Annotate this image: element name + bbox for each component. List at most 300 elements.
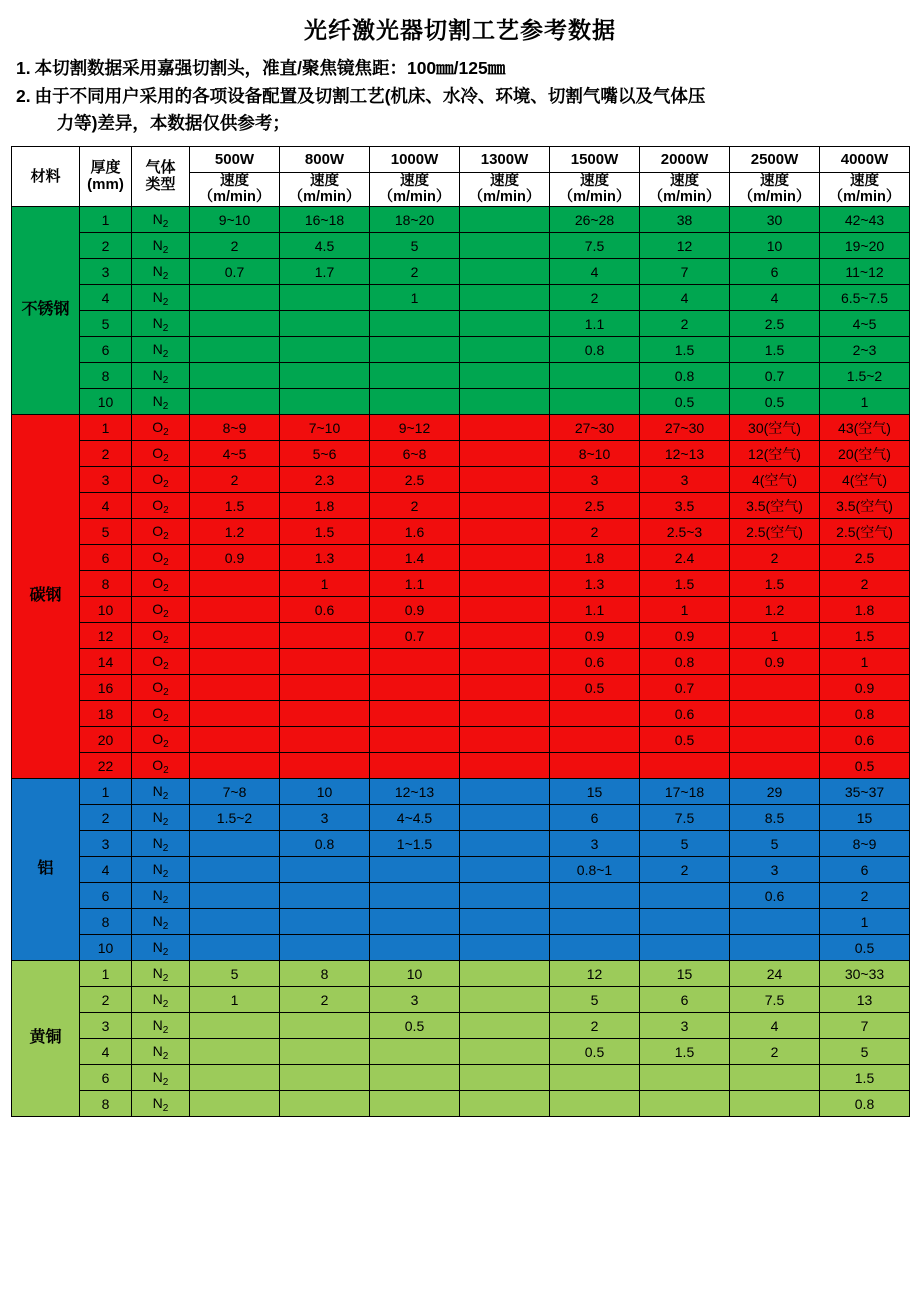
speed-cell-4000w: 0.8 — [820, 1091, 910, 1117]
material-name-cell: 碳钢 — [12, 415, 80, 779]
speed-cell-800w: 1.7 — [280, 259, 370, 285]
speed-cell-2000w: 0.6 — [640, 701, 730, 727]
speed-cell-800w — [280, 311, 370, 337]
table-row — [12, 363, 910, 389]
table-row — [12, 779, 910, 805]
speed-cell-800w — [280, 623, 370, 649]
speed-cell-2500w: 4 — [730, 285, 820, 311]
speed-cell-4000w: 2~3 — [820, 337, 910, 363]
speed-cell-1500w — [550, 1091, 640, 1117]
thickness-cell: 8 — [80, 571, 132, 597]
speed-cell-1500w: 2 — [550, 519, 640, 545]
speed-cell-500w — [190, 571, 280, 597]
speed-cell-1000w: 1.1 — [370, 571, 460, 597]
speed-unit: （m/min） — [288, 189, 361, 206]
table-row — [12, 649, 910, 675]
speed-cell-4000w: 8~9 — [820, 831, 910, 857]
speed-cell-500w — [190, 701, 280, 727]
speed-cell-1500w: 8~10 — [550, 441, 640, 467]
speed-cell-1300w — [460, 311, 550, 337]
speed-cell-1000w — [370, 935, 460, 961]
speed-cell-1500w — [550, 1065, 640, 1091]
speed-cell-500w: 7~8 — [190, 779, 280, 805]
thickness-cell: 5 — [80, 519, 132, 545]
speed-cell-1300w — [460, 935, 550, 961]
speed-cell-500w — [190, 1065, 280, 1091]
thickness-cell: 8 — [80, 363, 132, 389]
speed-cell-500w: 1.5 — [190, 493, 280, 519]
table-row — [12, 519, 910, 545]
speed-cell-4000w: 1.5~2 — [820, 363, 910, 389]
speed-cell-500w — [190, 831, 280, 857]
speed-cell-1300w — [460, 597, 550, 623]
speed-cell-1000w — [370, 857, 460, 883]
speed-cell-1000w: 2 — [370, 259, 460, 285]
speed-cell-4000w: 2 — [820, 883, 910, 909]
speed-cell-1300w — [460, 363, 550, 389]
thickness-cell: 1 — [80, 961, 132, 987]
speed-cell-2500w: 4(空气) — [730, 467, 820, 493]
speed-cell-2000w: 12 — [640, 233, 730, 259]
speed-cell-1000w — [370, 753, 460, 779]
speed-cell-4000w: 43(空气) — [820, 415, 910, 441]
note-2-line-1: 由于不同用户采用的各项设备配置及切割工艺(机床、水冷、环境、切割气嘴以及气体压 — [34, 86, 706, 107]
speed-cell-1000w — [370, 389, 460, 415]
speed-cell-800w: 0.6 — [280, 597, 370, 623]
gas-type-cell: $N_2$ — [132, 831, 190, 857]
speed-unit: （m/min） — [198, 189, 271, 206]
speed-label: 速度 — [220, 172, 249, 189]
speed-cell-1300w — [460, 649, 550, 675]
table-row — [12, 389, 910, 415]
speed-cell-2500w: 1 — [730, 623, 820, 649]
gas-type-cell: $O_2$ — [132, 441, 190, 467]
speed-cell-800w — [280, 389, 370, 415]
speed-cell-500w: 2 — [190, 467, 280, 493]
speed-cell-800w: 2.3 — [280, 467, 370, 493]
gas-type-cell: $O_2$ — [132, 623, 190, 649]
header-thickness — [80, 146, 132, 206]
speed-cell-800w: 0.8 — [280, 831, 370, 857]
speed-unit: （m/min） — [648, 189, 721, 206]
header-power-800w: 800W — [280, 146, 370, 172]
thickness-cell: 2 — [80, 233, 132, 259]
speed-cell-2500w — [730, 753, 820, 779]
speed-cell-1300w — [460, 285, 550, 311]
speed-cell-500w: 1.2 — [190, 519, 280, 545]
speed-cell-1300w — [460, 207, 550, 233]
table-row — [12, 857, 910, 883]
speed-cell-2000w: 2 — [640, 311, 730, 337]
speed-cell-1300w — [460, 467, 550, 493]
speed-cell-1000w — [370, 1065, 460, 1091]
table-body — [12, 207, 910, 1117]
speed-cell-4000w: 7 — [820, 1013, 910, 1039]
gas-type-cell: $O_2$ — [132, 415, 190, 441]
table-row — [12, 1091, 910, 1117]
speed-cell-800w — [280, 675, 370, 701]
speed-label: 速度 — [310, 172, 339, 189]
speed-cell-2500w: 4 — [730, 1013, 820, 1039]
speed-cell-1000w: 1.6 — [370, 519, 460, 545]
thickness-cell: 12 — [80, 623, 132, 649]
speed-cell-500w — [190, 597, 280, 623]
speed-cell-1300w — [460, 987, 550, 1013]
speed-cell-800w — [280, 1091, 370, 1117]
speed-cell-2500w: 3.5(空气) — [730, 493, 820, 519]
gas-type-cell: $O_2$ — [132, 467, 190, 493]
speed-cell-800w — [280, 1065, 370, 1091]
table-row — [12, 207, 910, 233]
gas-type-cell: $N_2$ — [132, 909, 190, 935]
speed-cell-1300w — [460, 545, 550, 571]
speed-cell-4000w: 1 — [820, 649, 910, 675]
speed-cell-4000w: 2 — [820, 571, 910, 597]
speed-cell-1500w — [550, 389, 640, 415]
gas-type-cell: $N_2$ — [132, 337, 190, 363]
speed-cell-1000w — [370, 1039, 460, 1065]
gas-type-cell: $O_2$ — [132, 675, 190, 701]
speed-cell-4000w: 0.8 — [820, 701, 910, 727]
speed-cell-2500w — [730, 935, 820, 961]
speed-cell-500w — [190, 1091, 280, 1117]
speed-cell-2500w — [730, 909, 820, 935]
speed-cell-2000w: 38 — [640, 207, 730, 233]
speed-cell-2000w — [640, 1065, 730, 1091]
speed-cell-1000w: 2.5 — [370, 467, 460, 493]
thickness-cell: 6 — [80, 545, 132, 571]
thickness-cell: 14 — [80, 649, 132, 675]
speed-cell-1300w — [460, 233, 550, 259]
speed-cell-1300w — [460, 1013, 550, 1039]
speed-cell-1000w — [370, 311, 460, 337]
table-row — [12, 285, 910, 311]
speed-cell-500w — [190, 389, 280, 415]
speed-cell-800w: 8 — [280, 961, 370, 987]
gas-type-cell: $N_2$ — [132, 779, 190, 805]
header-power-500w: 500W — [190, 146, 280, 172]
speed-cell-2500w: 8.5 — [730, 805, 820, 831]
speed-cell-1300w — [460, 909, 550, 935]
speed-cell-2000w — [640, 883, 730, 909]
speed-cell-800w — [280, 935, 370, 961]
speed-cell-2000w: 0.7 — [640, 675, 730, 701]
speed-cell-2000w: 2.5~3 — [640, 519, 730, 545]
table-row — [12, 1039, 910, 1065]
gas-type-cell: $N_2$ — [132, 389, 190, 415]
speed-cell-4000w: 4(空气) — [820, 467, 910, 493]
speed-cell-2000w — [640, 935, 730, 961]
speed-cell-1300w — [460, 389, 550, 415]
speed-cell-500w: 1 — [190, 987, 280, 1013]
speed-cell-1300w — [460, 1065, 550, 1091]
speed-cell-500w: 5 — [190, 961, 280, 987]
speed-cell-800w — [280, 1013, 370, 1039]
speed-cell-800w: 7~10 — [280, 415, 370, 441]
speed-cell-1300w — [460, 831, 550, 857]
speed-cell-4000w: 35~37 — [820, 779, 910, 805]
speed-cell-2000w: 7.5 — [640, 805, 730, 831]
speed-cell-1500w — [550, 753, 640, 779]
speed-cell-1500w — [550, 701, 640, 727]
thickness-cell: 18 — [80, 701, 132, 727]
speed-unit: （m/min） — [558, 189, 631, 206]
thickness-cell: 4 — [80, 857, 132, 883]
table-row — [12, 493, 910, 519]
speed-cell-2500w: 1.2 — [730, 597, 820, 623]
thickness-cell: 3 — [80, 259, 132, 285]
header-gas-type — [132, 146, 190, 206]
speed-cell-2500w: 24 — [730, 961, 820, 987]
speed-cell-500w — [190, 311, 280, 337]
speed-cell-1300w — [460, 259, 550, 285]
thickness-cell: 10 — [80, 597, 132, 623]
speed-cell-800w: 4.5 — [280, 233, 370, 259]
speed-cell-4000w: 1.8 — [820, 597, 910, 623]
speed-cell-4000w: 42~43 — [820, 207, 910, 233]
gas-type-cell: $N_2$ — [132, 883, 190, 909]
speed-cell-1500w: 3 — [550, 831, 640, 857]
speed-cell-1500w: 0.6 — [550, 649, 640, 675]
speed-cell-4000w: 20(空气) — [820, 441, 910, 467]
gas-type-cell: $N_2$ — [132, 987, 190, 1013]
note-2-number: 2. — [16, 86, 31, 107]
speed-cell-800w: 1.8 — [280, 493, 370, 519]
header-speed-1500w — [550, 172, 640, 206]
speed-cell-2000w — [640, 909, 730, 935]
table-row — [12, 805, 910, 831]
speed-cell-1300w — [460, 1091, 550, 1117]
speed-cell-800w: 10 — [280, 779, 370, 805]
thickness-cell: 6 — [80, 883, 132, 909]
gas-type-cell: $O_2$ — [132, 519, 190, 545]
gas-type-cell: $O_2$ — [132, 753, 190, 779]
thickness-cell: 4 — [80, 1039, 132, 1065]
thickness-cell: 6 — [80, 337, 132, 363]
thickness-cell: 22 — [80, 753, 132, 779]
material-name-cell: 黄铜 — [12, 961, 80, 1117]
speed-cell-1500w: 2.5 — [550, 493, 640, 519]
speed-cell-1300w — [460, 753, 550, 779]
gas-type-cell: $N_2$ — [132, 259, 190, 285]
speed-cell-800w: 2 — [280, 987, 370, 1013]
thickness-cell: 4 — [80, 493, 132, 519]
thickness-cell: 1 — [80, 415, 132, 441]
speed-cell-1000w: 5 — [370, 233, 460, 259]
speed-cell-1500w: 2 — [550, 285, 640, 311]
speed-cell-1300w — [460, 337, 550, 363]
speed-cell-2000w: 3 — [640, 1013, 730, 1039]
speed-cell-1500w: 0.8~1 — [550, 857, 640, 883]
speed-cell-1500w: 5 — [550, 987, 640, 1013]
speed-cell-500w: 4~5 — [190, 441, 280, 467]
table-row — [12, 1013, 910, 1039]
speed-unit: （m/min） — [828, 189, 901, 206]
gas-type-cell: $N_2$ — [132, 805, 190, 831]
speed-cell-800w — [280, 363, 370, 389]
gas-type-cell: $O_2$ — [132, 545, 190, 571]
gas-type-cell: $O_2$ — [132, 597, 190, 623]
speed-cell-800w: 5~6 — [280, 441, 370, 467]
gas-type-cell: $N_2$ — [132, 207, 190, 233]
material-name-cell: 铝 — [12, 779, 80, 961]
speed-cell-1300w — [460, 493, 550, 519]
speed-cell-500w — [190, 285, 280, 311]
note-2-line-2: 力等)差异，本数据仅供参考； — [56, 112, 290, 133]
speed-cell-4000w: 5 — [820, 1039, 910, 1065]
speed-cell-4000w: 11~12 — [820, 259, 910, 285]
speed-cell-2500w — [730, 1091, 820, 1117]
table-row — [12, 753, 910, 779]
speed-cell-500w — [190, 727, 280, 753]
note-1-text: 本切割数据采用嘉强切割头，准直/聚焦镜焦距：100㎜/125㎜ — [34, 58, 506, 78]
gas-type-cell: $O_2$ — [132, 571, 190, 597]
speed-cell-1500w: 0.8 — [550, 337, 640, 363]
speed-cell-1000w — [370, 363, 460, 389]
speed-cell-1300w — [460, 675, 550, 701]
speed-cell-2000w: 15 — [640, 961, 730, 987]
table-row — [12, 883, 910, 909]
thickness-cell: 10 — [80, 389, 132, 415]
speed-cell-500w — [190, 935, 280, 961]
note-1-number: 1. — [16, 58, 31, 78]
speed-cell-2000w: 7 — [640, 259, 730, 285]
table-row — [12, 233, 910, 259]
speed-cell-800w — [280, 857, 370, 883]
material-name-cell: 不锈钢 — [12, 207, 80, 415]
speed-cell-500w — [190, 883, 280, 909]
speed-cell-1000w — [370, 883, 460, 909]
thickness-cell: 3 — [80, 467, 132, 493]
note-1 — [16, 55, 906, 81]
speed-cell-1000w — [370, 337, 460, 363]
speed-cell-1000w — [370, 1091, 460, 1117]
speed-cell-500w — [190, 857, 280, 883]
speed-cell-1000w: 3 — [370, 987, 460, 1013]
table-row — [12, 571, 910, 597]
table-row — [12, 259, 910, 285]
thickness-cell: 8 — [80, 909, 132, 935]
speed-cell-800w — [280, 649, 370, 675]
table-row — [12, 961, 910, 987]
gas-type-cell: $N_2$ — [132, 1013, 190, 1039]
speed-cell-4000w: 2.5 — [820, 545, 910, 571]
speed-cell-1300w — [460, 727, 550, 753]
speed-cell-2000w: 0.8 — [640, 649, 730, 675]
table-row — [12, 597, 910, 623]
speed-cell-1500w — [550, 909, 640, 935]
speed-cell-1500w: 0.5 — [550, 1039, 640, 1065]
speed-cell-800w — [280, 337, 370, 363]
thickness-cell: 2 — [80, 441, 132, 467]
table-row — [12, 441, 910, 467]
speed-cell-1000w — [370, 675, 460, 701]
thickness-cell: 2 — [80, 805, 132, 831]
speed-cell-500w: 9~10 — [190, 207, 280, 233]
speed-cell-2000w — [640, 753, 730, 779]
table-row — [12, 623, 910, 649]
speed-cell-1000w — [370, 727, 460, 753]
speed-cell-1500w: 1.8 — [550, 545, 640, 571]
speed-cell-1300w — [460, 961, 550, 987]
header-power-4000w: 4000W — [820, 146, 910, 172]
speed-cell-2500w: 3 — [730, 857, 820, 883]
thickness-cell: 20 — [80, 727, 132, 753]
speed-cell-2000w: 2 — [640, 857, 730, 883]
gas-type-cell: $O_2$ — [132, 649, 190, 675]
gas-type-cell: $O_2$ — [132, 701, 190, 727]
speed-cell-2500w: 10 — [730, 233, 820, 259]
header-power-2500w: 2500W — [730, 146, 820, 172]
table-row — [12, 935, 910, 961]
thickness-cell: 4 — [80, 285, 132, 311]
table-header — [12, 146, 910, 206]
gas-type-cell: $N_2$ — [132, 857, 190, 883]
speed-cell-4000w: 1 — [820, 389, 910, 415]
speed-cell-2000w: 0.5 — [640, 389, 730, 415]
header-speed-4000w — [820, 172, 910, 206]
speed-cell-500w — [190, 363, 280, 389]
speed-cell-800w — [280, 285, 370, 311]
speed-cell-1500w: 15 — [550, 779, 640, 805]
speed-cell-2500w: 1.5 — [730, 571, 820, 597]
speed-label: 速度 — [760, 172, 789, 189]
speed-cell-4000w: 0.6 — [820, 727, 910, 753]
gas-type-cell: $N_2$ — [132, 935, 190, 961]
speed-cell-500w — [190, 1013, 280, 1039]
speed-cell-1500w: 1.3 — [550, 571, 640, 597]
gas-type-cell: $N_2$ — [132, 1091, 190, 1117]
speed-cell-2000w: 17~18 — [640, 779, 730, 805]
table-row — [12, 415, 910, 441]
speed-cell-800w: 16~18 — [280, 207, 370, 233]
speed-cell-2000w: 1.5 — [640, 571, 730, 597]
thickness-cell: 3 — [80, 831, 132, 857]
speed-cell-2500w: 2.5(空气) — [730, 519, 820, 545]
header-speed-800w — [280, 172, 370, 206]
speed-cell-1300w — [460, 519, 550, 545]
speed-cell-2000w: 1.5 — [640, 1039, 730, 1065]
header-thickness-line1: 厚度 — [90, 159, 121, 177]
thickness-cell: 8 — [80, 1091, 132, 1117]
speed-cell-4000w: 0.5 — [820, 753, 910, 779]
speed-cell-2000w: 2.4 — [640, 545, 730, 571]
speed-cell-1500w: 26~28 — [550, 207, 640, 233]
speed-cell-500w: 0.9 — [190, 545, 280, 571]
speed-cell-1300w — [460, 779, 550, 805]
speed-cell-2500w — [730, 1065, 820, 1091]
speed-cell-500w — [190, 623, 280, 649]
speed-cell-2000w: 1.5 — [640, 337, 730, 363]
speed-cell-2500w: 0.7 — [730, 363, 820, 389]
speed-cell-1500w: 1.1 — [550, 597, 640, 623]
speed-cell-2500w: 1.5 — [730, 337, 820, 363]
speed-cell-1500w: 6 — [550, 805, 640, 831]
speed-cell-2500w: 12(空气) — [730, 441, 820, 467]
header-power-2000w: 2000W — [640, 146, 730, 172]
speed-cell-500w — [190, 649, 280, 675]
speed-cell-1000w: 18~20 — [370, 207, 460, 233]
speed-cell-4000w: 1.5 — [820, 623, 910, 649]
speed-cell-1500w: 4 — [550, 259, 640, 285]
speed-cell-800w — [280, 727, 370, 753]
speed-cell-800w — [280, 1039, 370, 1065]
speed-cell-4000w: 6 — [820, 857, 910, 883]
speed-cell-500w — [190, 337, 280, 363]
speed-cell-1000w: 2 — [370, 493, 460, 519]
speed-cell-1000w: 0.5 — [370, 1013, 460, 1039]
gas-type-cell: $N_2$ — [132, 363, 190, 389]
